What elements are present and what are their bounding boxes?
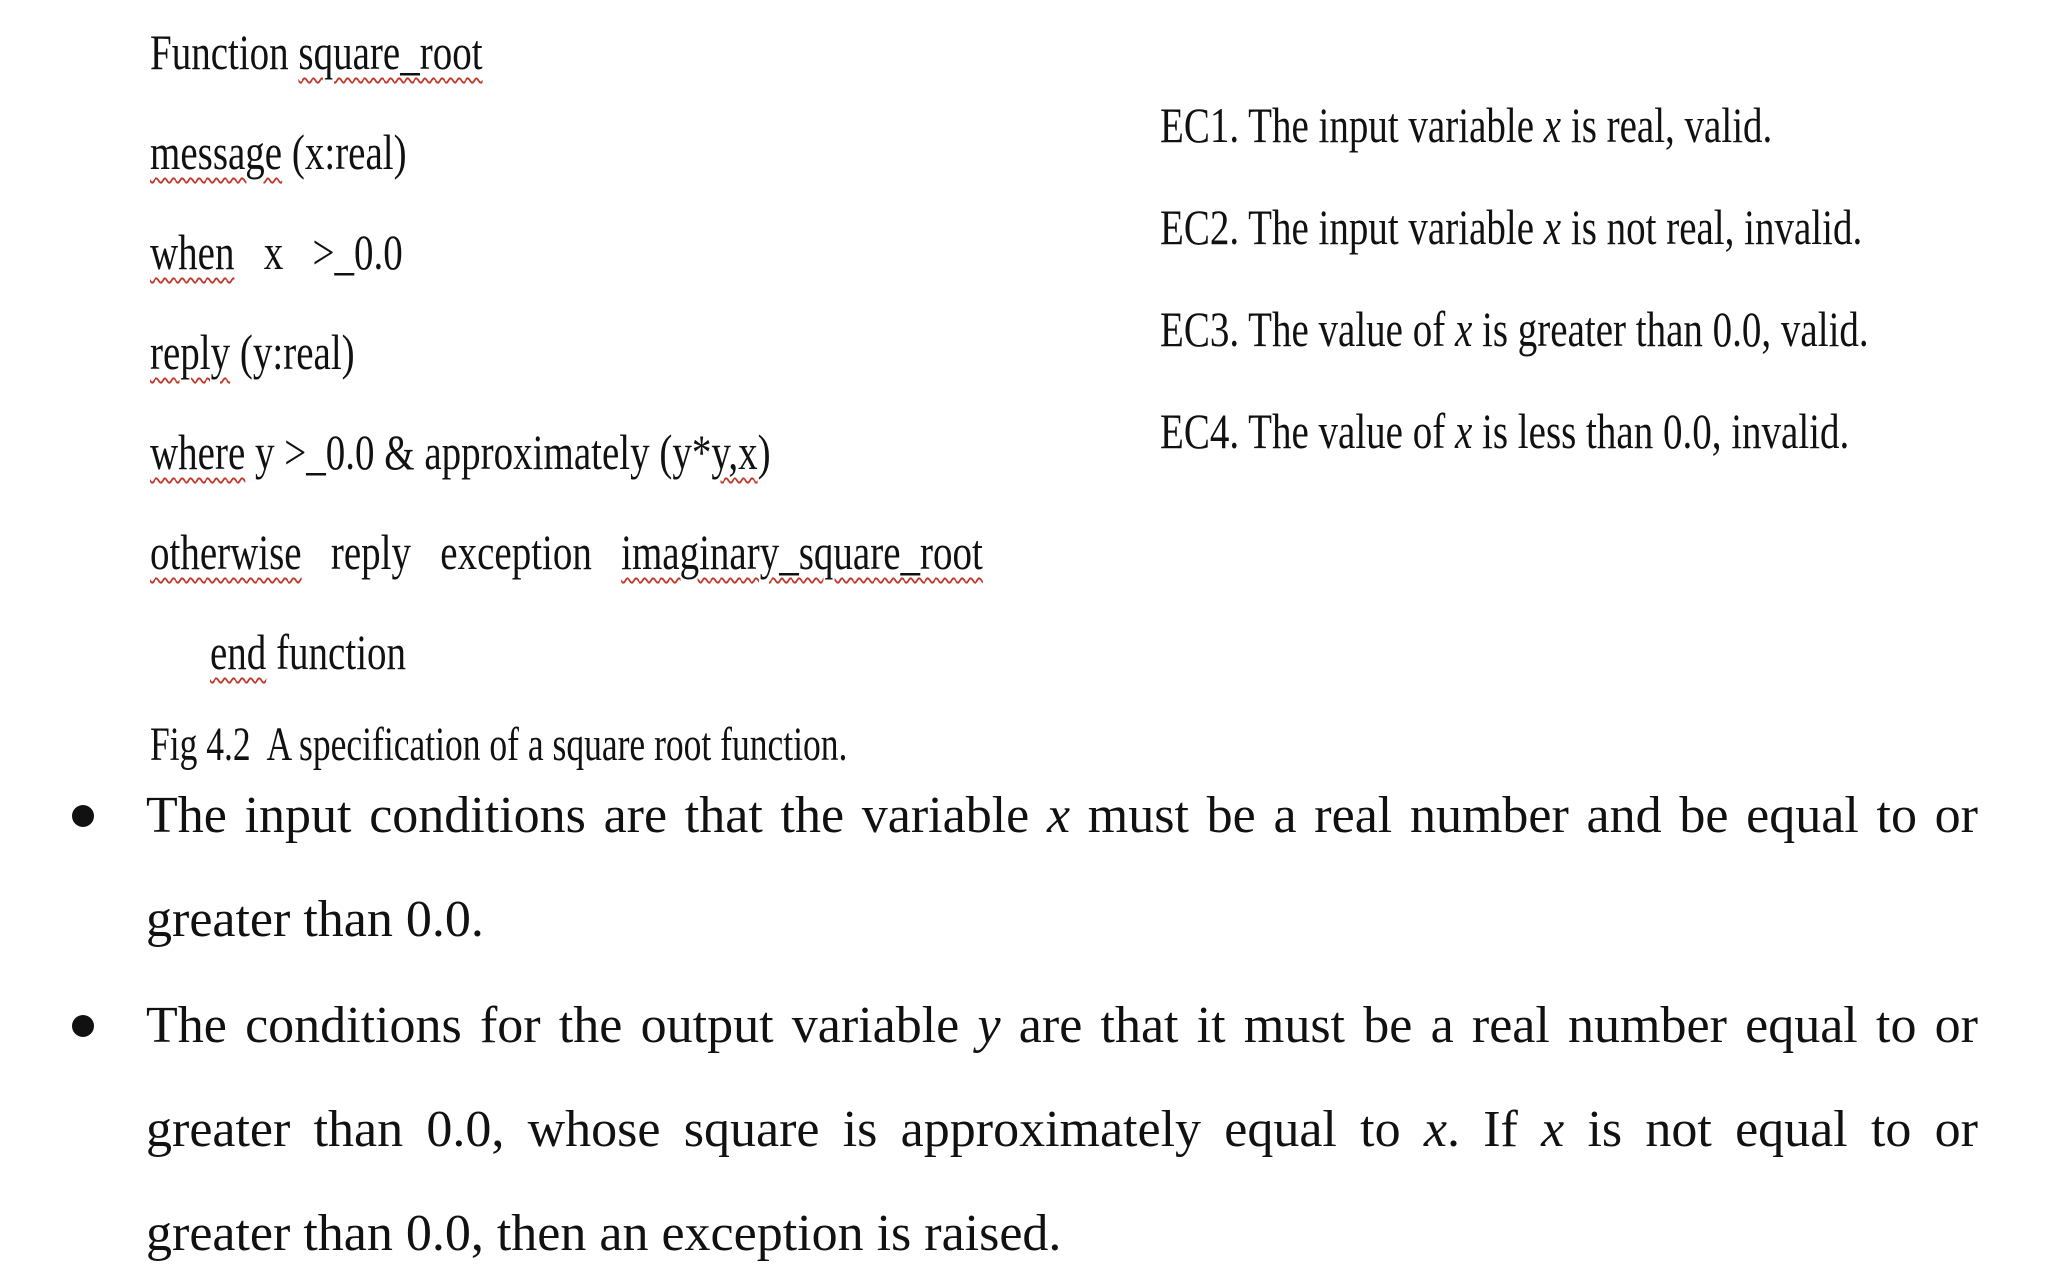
bullet-variable: x xyxy=(1541,1101,1565,1158)
spec-line-message xyxy=(150,122,407,182)
equivalence-class-item xyxy=(1160,95,1772,155)
equivalence-class-item xyxy=(1160,401,1849,461)
equivalence-class-item xyxy=(1160,299,1869,359)
spec-keyword-end: end xyxy=(210,624,267,680)
spec-line-function xyxy=(150,22,483,82)
spec-line-end xyxy=(210,622,406,682)
bullet-text: The input conditions are that the variable xyxy=(146,787,1047,844)
spec-keyword-reply: reply xyxy=(150,324,231,380)
spec-exception-name: imaginary_square_root xyxy=(621,524,983,580)
ec-text: EC4. The value of xyxy=(1160,403,1455,459)
ec-text: is not real, invalid. xyxy=(1561,199,1863,255)
bullet-text: The conditions for the output variable xyxy=(146,997,978,1054)
spec-keyword-function: Function xyxy=(150,24,299,80)
bullet-text: are that it must be a real number equal to or xyxy=(1000,997,1978,1054)
spec-where-args: y,x xyxy=(711,424,758,480)
spec-keyword-otherwise: otherwise xyxy=(150,524,302,580)
bullet-2-line-1 xyxy=(146,995,1978,1057)
bullet-2-line-2 xyxy=(146,1099,1978,1161)
ec-variable: x xyxy=(1454,403,1473,459)
bullet-marker xyxy=(72,805,94,827)
ec-text: is less than 0.0, invalid. xyxy=(1472,403,1850,459)
spec-line-where xyxy=(150,422,771,482)
spec-line-otherwise xyxy=(150,522,983,582)
ec-variable: x xyxy=(1454,301,1473,357)
spec-keyword-when: when xyxy=(150,224,235,280)
spec-line-when xyxy=(150,222,403,282)
ec-text: is greater than 0.0, valid. xyxy=(1472,301,1869,357)
bullet-text: . If xyxy=(1446,1101,1542,1158)
spec-keyword-where: where xyxy=(150,424,246,480)
ec-text: EC3. The value of xyxy=(1160,301,1455,357)
spec-otherwise-body: reply exception xyxy=(301,524,622,580)
bullet-variable: x xyxy=(1423,1101,1447,1158)
spec-reply-arg: (y:real) xyxy=(230,324,355,380)
bullet-variable: y xyxy=(977,997,1001,1054)
ec-variable: x xyxy=(1543,199,1562,255)
ec-text: EC1. The input variable xyxy=(1160,97,1544,153)
spec-function-name: square_root xyxy=(298,24,483,80)
ec-variable: x xyxy=(1543,97,1562,153)
bullet-marker xyxy=(72,1015,94,1037)
bullet-text: is not equal to or xyxy=(1564,1101,1978,1158)
spec-when-condition: x >_0.0 xyxy=(234,224,403,280)
spec-keyword-message: message xyxy=(150,124,283,180)
bullet-text: greater than 0.0, whose square is approximately equal to xyxy=(146,1101,1424,1158)
bullet-1-line-2: greater than 0.0. xyxy=(146,891,484,948)
figure-caption: Fig 4.2 A specification of a square root function. xyxy=(150,718,848,771)
bullet-variable: x xyxy=(1046,787,1071,844)
spec-message-arg: (x:real) xyxy=(282,124,407,180)
spec-where-close: ) xyxy=(757,424,771,480)
ec-text: is real, valid. xyxy=(1561,97,1773,153)
bullet-2-line-3: greater than 0.0, then an exception is raised. xyxy=(146,1205,1062,1262)
spec-keyword-function-end: function xyxy=(266,624,407,680)
spec-line-reply xyxy=(150,322,355,382)
equivalence-class-item xyxy=(1160,197,1862,257)
bullet-1-line-1 xyxy=(146,785,1978,847)
bullet-text: must be a real number and be equal to or xyxy=(1070,787,1978,844)
ec-text: EC2. The input variable xyxy=(1160,199,1544,255)
spec-where-condition: y >_0.0 & approximately (y* xyxy=(245,424,712,480)
